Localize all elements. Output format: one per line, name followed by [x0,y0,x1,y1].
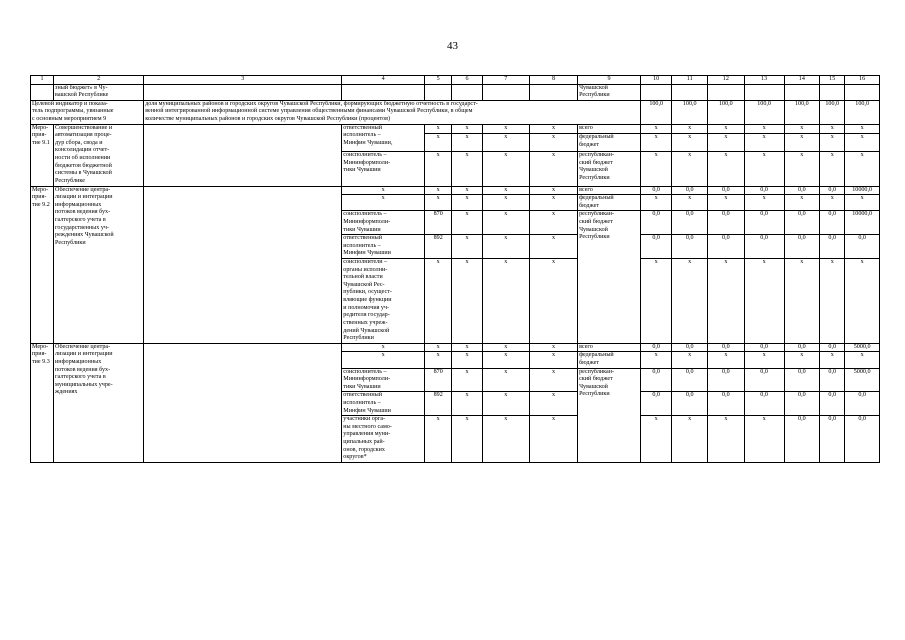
co-executor: соисполнители – органы исполни- тельной власти Чувашской Рес- публики, осущест- вляющие функции и полномочия уч- редителя государ- ственных учреж- дений Чувашской Республики [342,259,425,344]
table-row: соисполнитель – Мининформполи- тики Чувашии 870 x x x республикан- ский бюджет Чувашской Республики 0,0 0,0 0,0 0,0 0,0 0,0 10000,0 [31,211,880,235]
header-cell: 3 [144,76,342,85]
header-cell: 14 [784,76,820,85]
funding-source: федеральный бюджет [578,352,641,368]
responsible-executor: ответственный исполнитель – Минфин Чувашии, [342,124,425,151]
funding-source: федеральный бюджет [578,195,641,211]
measure-description: Совершенствование и автоматизация проце- дур сбора, свода и консолидации отчет- ности об исполнении бюджетов бюджетной системы в Чувашской Республике [54,124,144,186]
header-cell: 9 [578,76,641,85]
indicator-value: 100,0 [744,100,784,124]
table-row: соисполнитель – Мининформполи- тики Чувашии 870 x x x республикан- ский бюджет Чувашской Республики 0,0 0,0 0,0 0,0 0,0 0,0 5000,0 [31,368,880,392]
responsible-executor: ответственный исполнитель – Минфин Чувашии [342,235,425,259]
funding-source: республикан- ский бюджет Чувашской Республики [578,151,641,186]
co-executor: соисполнитель – Мининформполи- тики Чувашии [342,368,425,392]
table-row: соисполнитель – Мининформполи- тики Чувашии x x x x республикан- ский бюджет Чувашской Республики x x x x x x x [31,151,880,186]
header-row [31,76,880,85]
co-executor: соисполнитель – Мининформполи- тики Чувашии [342,211,425,235]
table-row: Меро- прия- тие 9.3 Обеспечение центра- лизации и интеграции информационных потоков ведения бух- галтерского учета в муниципальных учре- ждениях x x x x x всего 0,0 0,0 0,0 0,0 0,0 0,0 5000,0 [31,343,880,352]
table-row: ответственный исполнитель – Минфин Чувашии 892 x x x 0,0 0,0 0,0 0,0 0,0 0,0 0,0 [31,235,880,259]
indicator-value: 100,0 [672,100,708,124]
header-cell: 13 [744,76,784,85]
funding-source: всего [578,186,641,195]
table-row: x x x x x федеральный бюджет x x x x x x x [31,195,880,211]
continued-source: Чувашской Республики [578,84,641,100]
header-cell: 6 [452,76,482,85]
indicator-value: 100,0 [845,100,880,124]
program-table [30,75,880,463]
header-cell: 4 [342,76,425,85]
funding-source: всего [578,343,641,352]
funding-source: федеральный бюджет [578,134,641,152]
funding-source: республикан- ский бюджет Чувашской Республики [578,211,641,343]
header-cell: 10 [640,76,671,85]
header-cell: 2 [54,76,144,85]
table-row: ответственный исполнитель – Минфин Чувашии 892 x x x 0,0 0,0 0,0 0,0 0,0 0,0 0,0 [31,392,880,416]
table-row: Меро- прия- тие 9.1 Совершенствование и автоматизация проце- дур сбора, свода и консолидации отчет- ности об исполнении бюджетов бюджетной системы в Чувашской Республике ответственный исполнитель – Минфин Чувашии, x x x x всего x x x x x x x [31,124,880,133]
co-executor: соисполнитель – Мининформполи- тики Чувашии [342,151,425,186]
measure-label: Меро- прия- тие 9.1 [31,124,54,186]
header-cell: 7 [482,76,529,85]
indicator-text: доля муниципальных районов и городских округов Чувашской Республики, формирующих бюджетную отчетность в государст- венной интегрированной информационной системе управления общественными финансами Чувашской Республики, в общем количестве муниципальных районов и городских округов Чувашской Республики (процентов) [144,100,641,124]
continuation-row [31,84,880,100]
header-cell: 15 [820,76,845,85]
header-cell: 12 [708,76,745,85]
header-cell: 8 [529,76,577,85]
measure-description: Обеспечение центра- лизации и интеграции информационных потоков ведения бух- галтерского учета в муниципальных учре- ждениях [54,343,144,462]
measure-label: Меро- прия- тие 9.2 [31,186,54,343]
table-row: участники орга- ны местного само- управления муни- ципальных рай- онов, городских округов* x x x x x x x x 0,0 0,0 0,0 [31,416,880,463]
participants: участники орга- ны местного само- управления муни- ципальных рай- онов, городских округов* [342,416,425,463]
header-cell: 16 [845,76,880,85]
table-row: x x x x федеральный бюджет x x x x x x x [31,134,880,152]
indicator-value: 100,0 [708,100,745,124]
funding-source: республикан- ский бюджет Чувашской Республики [578,368,641,462]
header-cell: 5 [425,76,452,85]
indicator-value: 100,0 [820,100,845,124]
measure-label: Меро- прия- тие 9.3 [31,343,54,462]
responsible-executor: ответственный исполнитель – Минфин Чувашии [342,392,425,416]
indicator-value: 100,0 [784,100,820,124]
table-row: соисполнители – органы исполни- тельной власти Чувашской Рес- публики, осущест- вляющие функции и полномочия уч- редителя государ- ственных учреж- дений Чувашской Республики x x x x x x x x x x x [31,259,880,344]
header-cell: 11 [672,76,708,85]
indicator-name: Целевой индикатор и показа- тель подпрограммы, увязанные с основным мероприятием 9 [31,100,144,124]
table-row: Меро- прия- тие 9.2 Обеспечение центра- лизации и интеграции информационных потоков ведения бух- галтерского учета в государственных уч- реждениях Чувашской Республики x x x x x всего 0,0 0,0 0,0 0,0 0,0 0,0 10000,0 [31,186,880,195]
funding-source: всего [578,124,641,133]
indicator-row [31,100,880,124]
continued-description: зный бюджет» в Чу- вашской Республике [54,84,144,100]
header-cell: 1 [31,76,54,85]
measure-description: Обеспечение центра- лизации и интеграции информационных потоков ведения бух- галтерского учета в государственных уч- реждениях Чувашской Республики [54,186,144,343]
table-row: x x x x x федеральный бюджет x x x x x x x [31,352,880,368]
page-number: 43 [447,40,458,52]
indicator-value: 100,0 [640,100,671,124]
